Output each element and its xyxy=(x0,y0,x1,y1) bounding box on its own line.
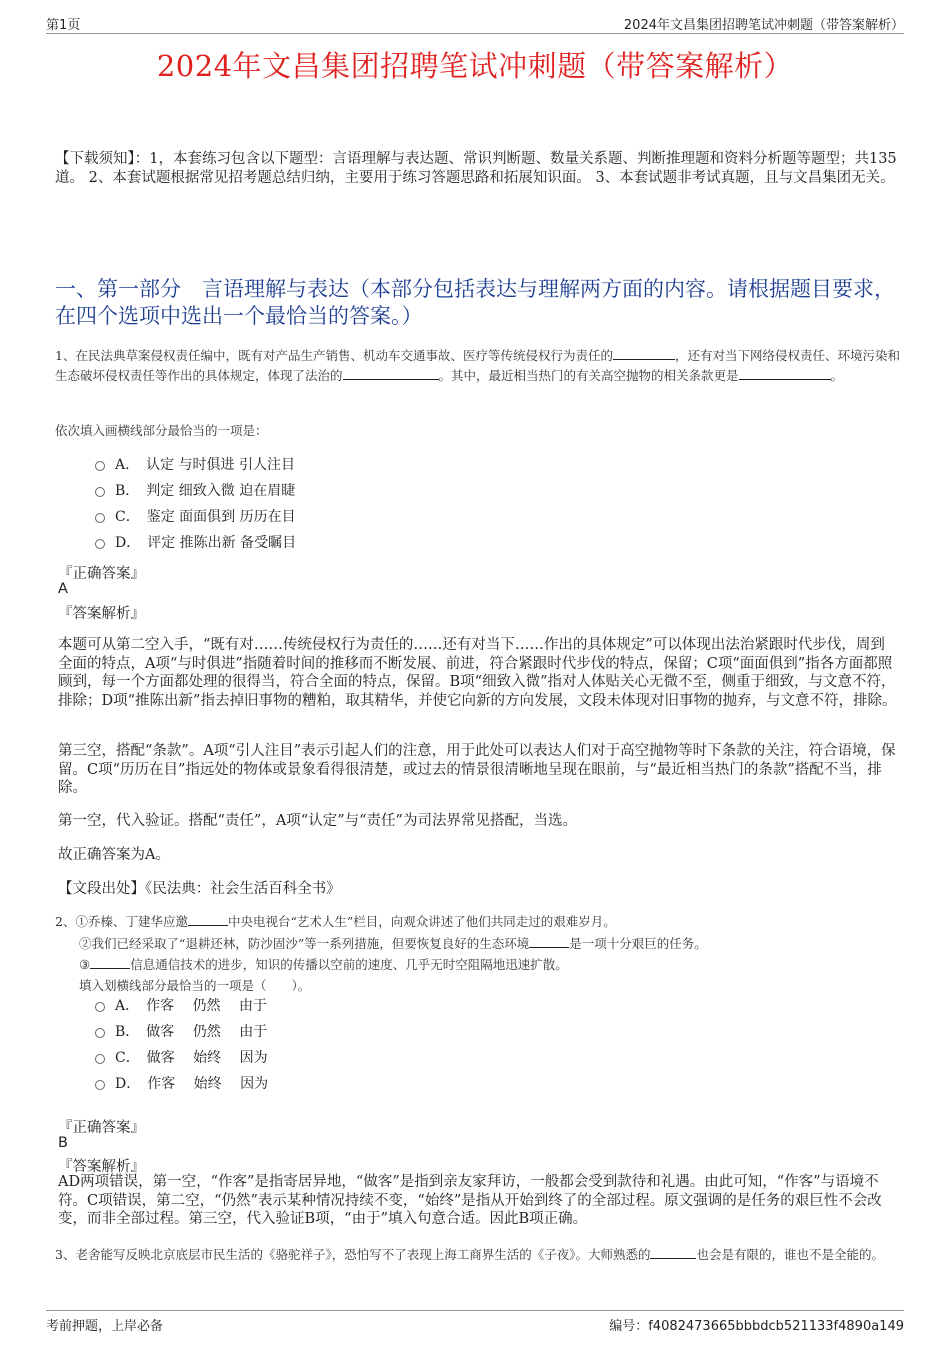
q1-options xyxy=(95,452,296,556)
q1-blank-3 xyxy=(739,366,831,380)
q1-option-a[interactable] xyxy=(95,452,296,478)
q1-option-b[interactable] xyxy=(95,478,296,504)
footer-doc-id: 编号：f4082473665bbbdcb521133f4890a149 xyxy=(609,1319,904,1334)
q2-analysis: AD两项错误，第一空，“作客”是指寄居异地，“做客”是指到亲友家拜访，一般都会受到款待和礼遇。由此可知，“作客”与语境不符。C项错误，第二空，“仍然”表示某种情况持续不变，“始终”是指从开始到终了的全部过程。原文强调的是任务的艰巨性不会改变，而非全部过程。第三空，代入验证B项，“由于”填入句意合适。因此B项正确。 xyxy=(58,1174,882,1227)
q2-options xyxy=(95,993,268,1097)
page-title: 2024年文昌集团招聘笔试冲刺题（带答案解析） xyxy=(156,49,794,83)
q1-text-c: 。其中，最近相当热门的有关高空抛物的相关条款更是 xyxy=(438,368,739,383)
q1-option-d-label: D． 评定 推陈出新 备受瞩目 xyxy=(115,535,297,551)
q1-option-c[interactable] xyxy=(95,504,296,530)
page-number: 第1页 xyxy=(46,18,81,33)
q2-answer-label: 『正确答案』 xyxy=(58,1120,145,1136)
footer-divider xyxy=(46,1310,904,1311)
q2-line3-a: ③ xyxy=(79,957,91,972)
radio-icon[interactable] xyxy=(95,1080,105,1090)
q2-answer: B xyxy=(58,1135,68,1151)
radio-icon[interactable] xyxy=(95,1002,105,1012)
q1-analysis-p4: 故正确答案为A。 xyxy=(58,847,170,863)
q2-line2-b: 是一项十分艰巨的任务。 xyxy=(569,936,707,951)
q1-text-a: 1、在民法典草案侵权责任编中，既有对产品生产销售、机动车交通事故、医疗等传统侵权行为责任的 xyxy=(55,348,613,363)
q3-text-b: 也会是有限的，谁也不是全能的。 xyxy=(696,1247,884,1262)
q2-option-b[interactable] xyxy=(95,1019,268,1045)
q2-line3-b: 信息通信技术的进步，知识的传播以空前的速度、几乎无时空阻隔地迅速扩散。 xyxy=(130,957,568,972)
q2-option-d[interactable] xyxy=(95,1071,268,1097)
question-2-line-1 xyxy=(55,912,900,932)
q2-line1-a: 2、①乔榛、丁建华应邀 xyxy=(55,914,188,929)
q3-blank-1 xyxy=(650,1245,696,1259)
radio-icon[interactable] xyxy=(95,487,105,497)
q2-blank-3 xyxy=(90,955,130,969)
q2-option-d-label: D． 作客 始终 因为 xyxy=(115,1076,269,1092)
q1-text-b: ，还有对当下网络侵权责任、环境污染和生态破坏侵权责任等作出的具体规定，体现了法治的 xyxy=(55,348,900,383)
radio-icon[interactable] xyxy=(95,1028,105,1038)
q2-option-c[interactable] xyxy=(95,1045,268,1071)
question-2-line-3 xyxy=(79,954,568,975)
q1-blank-2 xyxy=(343,366,439,380)
q1-analysis-p1: 本题可从第二空入手，“既有对……传统侵权行为责任的……还有对当下……作出的具体规定”可以体现出法治紧跟时代步伐，周到全面的特点，A项“与时俱进”指随着时间的推移而不断发展、前进，符合紧跟时代步伐的特点，保留；C项“面面俱到”指各方面都照顾到，每一个方面都处理的很得当，符合全面的特点，保留。B项“细致入微”指对人体贴关心无微不至，侧重于细致，与文意不符，排除；D项“推陈出新”指去掉旧事物的糟粕，取其精华，并使它向新的方向发展，文段未体现对旧事物的抛弃，与文意不符，排除。 xyxy=(58,637,897,709)
q1-analysis-p2: 第三空，搭配“条款”。A项“引人注目”表示引起人们的注意，用于此处可以表达人们对于高空抛物等时下条款的关注，符合语境，保留。C项“历历在目”指远处的物体或景象看得很清楚，或过去的情景很清晰地呈现在眼前，与“最近相当热门的条款”搭配不当，排除。 xyxy=(58,743,896,796)
question-3-text xyxy=(55,1245,900,1265)
download-notice: 【下载须知】：1，本套练习包含以下题型：言语理解与表达题、常识判断题、数量关系题、判断推理题和资料分析题等题型；共135道。 2、本套试题根据常见招考题总结归纳，主要用于练习答题思路和拓展知识面。 3、本套试题非考试真题，且与文昌集团无关。 xyxy=(55,151,897,186)
q1-option-b-label: B． 判定 细致入微 迫在眉睫 xyxy=(115,483,296,499)
radio-icon[interactable] xyxy=(95,1054,105,1064)
q1-text-d: 。 xyxy=(830,368,844,383)
q3-text-a: 3、老舍能写反映北京底层市民生活的《骆驼祥子》，恐怕写不了表现上海工商界生活的《子夜》。大师熟悉的 xyxy=(55,1247,651,1262)
footer-slogan: 考前押题，上岸必备 xyxy=(46,1319,164,1334)
radio-icon[interactable] xyxy=(95,513,105,523)
q2-analysis-label: 『答案解析』 xyxy=(58,1159,145,1175)
header-divider xyxy=(46,33,904,34)
q2-option-a[interactable] xyxy=(95,993,268,1019)
section-heading: 一、第一部分 言语理解与表达（本部分包括表达与理解两方面的内容。请根据题目要求，在四个选项中选出一个最恰当的答案。） xyxy=(55,277,895,328)
q2-line2-a: ②我们已经采取了“退耕还林，防沙固沙”等一系列措施，但要恢复良好的生态环境 xyxy=(79,936,530,951)
radio-icon[interactable] xyxy=(95,461,105,471)
q2-line1-b: 中央电视台“艺术人生”栏目，向观众讲述了他们共同走过的艰难岁月。 xyxy=(227,914,616,929)
q2-blank-2 xyxy=(529,934,569,948)
q2-blank-1 xyxy=(188,912,228,926)
q2-option-b-label: B． 做客 仍然 由于 xyxy=(115,1024,268,1040)
q1-answer: A xyxy=(58,581,68,597)
q1-analysis-p3: 第一空，代入验证。搭配“责任”，A项“认定”与“责任”为司法界常见搭配，当选。 xyxy=(58,813,577,829)
header-doc-title: 2024年文昌集团招聘笔试冲刺题（带答案解析） xyxy=(623,18,904,33)
q2-prompt: 填入划横线部分最恰当的一项是（ ）。 xyxy=(79,978,311,993)
q1-option-d[interactable] xyxy=(95,530,296,556)
q2-option-c-label: C． 做客 始终 因为 xyxy=(115,1050,268,1066)
question-1-text xyxy=(55,346,900,386)
q1-option-a-label: A． 认定 与时俱进 引人注目 xyxy=(115,457,296,473)
q1-analysis-label: 『答案解析』 xyxy=(58,606,145,622)
q1-answer-label: 『正确答案』 xyxy=(58,566,145,582)
q1-source: 【文段出处】《民法典：社会生活百科全书》 xyxy=(58,881,341,897)
q1-blank-1 xyxy=(613,346,675,360)
question-2-line-2 xyxy=(79,933,707,954)
q1-prompt: 依次填入画横线部分最恰当的一项是： xyxy=(55,423,268,438)
q1-option-c-label: C． 鉴定 面面俱到 历历在目 xyxy=(115,509,296,525)
radio-icon[interactable] xyxy=(95,539,105,549)
q2-option-a-label: A． 作客 仍然 由于 xyxy=(115,998,268,1014)
